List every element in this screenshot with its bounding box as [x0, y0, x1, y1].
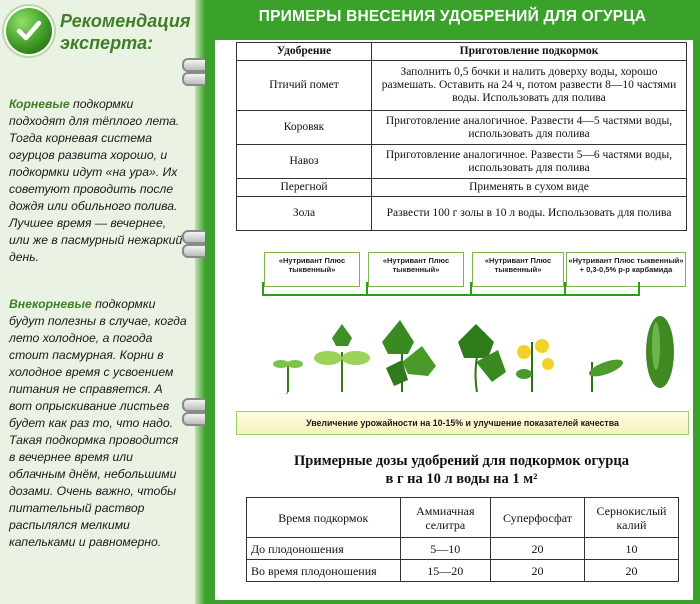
value-cell: 15—20: [400, 560, 491, 582]
main-title: ПРИМЕРЫ ВНЕСЕНИЯ УДОБРЕНИЙ ДЛЯ ОГУРЦА: [258, 8, 647, 25]
flowering-cucumber-icon: [516, 339, 554, 392]
period-cell: Во время плодоношения: [247, 560, 401, 582]
seedling-icon: [273, 360, 303, 394]
column-header: Аммиачная селитра: [400, 498, 491, 538]
plan-label: «Нутривант Плюс тыквенный»: [264, 252, 360, 287]
plan-label: «Нутривант Плюс тыквенный»: [472, 252, 564, 287]
expert-panel: [0, 0, 195, 604]
fertilizer-cell: Перегной: [237, 179, 372, 197]
table-row: [237, 145, 687, 179]
root-feeding-highlight: Корневые: [9, 97, 70, 111]
column-header: Удобрение: [237, 43, 372, 61]
value-cell: 20: [491, 538, 585, 560]
dose-table: [246, 497, 679, 582]
fertilizer-table: [236, 42, 687, 231]
table-row: [247, 560, 679, 582]
column-header: Время подкормок: [247, 498, 401, 538]
table-row: [237, 111, 687, 145]
timeline-tick: [366, 282, 368, 296]
foliar-feeding-paragraph: Внекорневые подкормки будут полезны в случае, когда лето холодное, а погода стоит пасмурная. Корни в холодное время с усвоением питания не справяется. А вот опрыскивание листьев будет как раз то, что надо. Такая подкормка проводится в вечернее время или облачным днём, небольшими дозами. Очень важно, чтобы питательный раствор распылялся мелкими капельками и равномерно.: [9, 297, 187, 549]
value-cell: 20: [584, 560, 678, 582]
yield-increase-banner: Увеличение урожайности на 10-15% и улучшение показателей качества: [236, 411, 689, 435]
table-row: [237, 179, 687, 197]
leafy-plant-icon: [382, 320, 436, 392]
prep-cell: Развести 100 г золы в 10 л воды. Использовать для полива: [372, 197, 687, 231]
plan-label: «Нутривант Плюс тыквенный» + 0,3-0,5% р-р карбамида: [566, 252, 686, 287]
timeline-line: [262, 294, 640, 296]
table-header-row: [247, 498, 679, 538]
expert-title: Рекомендация эксперта:: [60, 11, 191, 53]
timeline-tick: [638, 282, 640, 296]
fertilizer-cell: Зола: [237, 197, 372, 231]
prep-cell: Применять в сухом виде: [372, 179, 687, 197]
root-feeding-paragraph: Корневые подкормки подходят для тёплого лета. Тогда корневая система огурцов развита хорошо, и подкормки идут «на ура». Их советуют проводить после дождя или обильного полива. Лучшее время — вечернее, или же в пасмурный нежаркий день.: [9, 97, 183, 264]
column-header: Приготовление подкормок: [372, 43, 687, 61]
timeline-tick: [564, 282, 566, 296]
plan-label: «Нутривант Плюс тыквенный»: [368, 252, 464, 287]
fertilizer-cell: Навоз: [237, 145, 372, 179]
period-cell: До плодоношения: [247, 538, 401, 560]
young-cucumber-icon: [587, 356, 625, 392]
table-row: [247, 538, 679, 560]
prep-cell: Приготовление аналогичное. Развести 5—6 частями воды, использовать для полива: [372, 145, 687, 179]
table-row: [237, 197, 687, 231]
value-cell: 10: [584, 538, 678, 560]
vine-leaves-icon: [458, 324, 506, 392]
column-header: Сернокислый калий: [584, 498, 678, 538]
timeline-tick: [470, 282, 472, 296]
prep-cell: Приготовление аналогичное. Развести 4—5 частями воды, использовать для полива: [372, 111, 687, 145]
two-leaf-seedling-icon: [314, 324, 370, 392]
fertilizer-cell: Коровяк: [237, 111, 372, 145]
foliar-feeding-highlight: Внекорневые: [9, 297, 92, 311]
ripe-cucumber-icon: [646, 316, 674, 388]
value-cell: 5—10: [400, 538, 491, 560]
table-header-row: [237, 43, 687, 61]
panel-divider: [195, 0, 205, 604]
value-cell: 20: [491, 560, 585, 582]
checkmark-icon: [6, 8, 52, 54]
growth-stages-illustration: [262, 302, 692, 394]
fertilizer-cell: Птичий помет: [237, 61, 372, 111]
table-row: [237, 61, 687, 111]
timeline-tick: [262, 282, 264, 296]
dose-table-title: Примерные дозы удобрений для подкормок огурца в г на 10 л воды на 1 м²: [294, 453, 629, 487]
prep-cell: Заполнить 0,5 бочки и налить доверху воды, хорошо размешать. Оставить на 24 ч, потом развести 8—10 частями воды. Использовать для полива: [372, 61, 687, 111]
column-header: Суперфосфат: [491, 498, 585, 538]
